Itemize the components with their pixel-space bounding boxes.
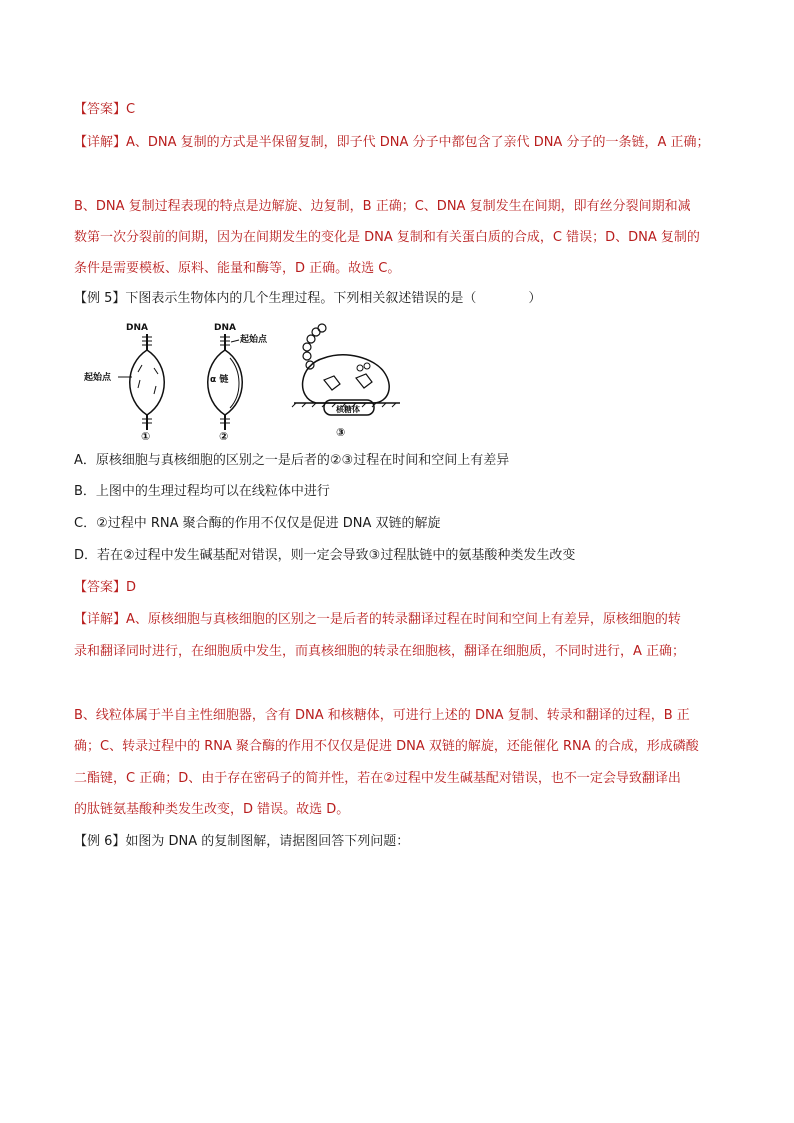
answer-tag: 【答案】	[74, 102, 127, 117]
detail-line-4: 条件是需要模板、原料、能量和酶等，D 正确。故选 C。	[74, 261, 401, 276]
figure-transcription	[208, 323, 268, 440]
detail2-line-2: 录和翻译同时进行，在细胞质中发生，而真核细胞的转录在细胞核，翻译在细胞质，不同时进行，A 正确；	[74, 644, 686, 659]
figure-num-2: ②	[219, 430, 229, 440]
answer-value: C	[126, 102, 136, 117]
detail-text: A、原核细胞与真核细胞的区别之一是后者的转录翻译过程在时间和空间上有差异，原核细胞的转	[126, 612, 681, 627]
figure-num-1: ①	[141, 430, 151, 440]
figure-translation	[292, 324, 400, 439]
option-b: B．上图中的生理过程均可以在线粒体中进行	[74, 484, 330, 499]
figure-replication	[84, 323, 164, 440]
option-d: D．若在②过程中发生碱基配对错误，则一定会导致③过程肽链中的氨基酸种类发生改变	[74, 548, 576, 563]
detail2-line-1	[74, 611, 681, 629]
figure-num-3: ③	[336, 426, 346, 439]
detail2-line-5: 二酯键，C 正确；D、由于存在密码子的简并性，若在②过程中发生碱基配对错误，也不一定会导致翻译出	[74, 771, 681, 786]
detail-line-3: 数第一次分裂前的间期，因为在间期发生的变化是 DNA 复制和有关蛋白质的合成，C 错误；D、DNA 复制的	[74, 230, 700, 245]
figure-label-dna-2: DNA	[214, 323, 236, 333]
answer-tag: 【答案】	[74, 580, 127, 595]
detail-line-1	[74, 134, 709, 152]
detail2-line-3: B、线粒体属于半自主性细胞器，含有 DNA 和核糖体，可进行上述的 DNA 复制、转录和翻译的过程，B 正	[74, 708, 690, 723]
example6-text: 如图为 DNA 的复制图解，请据图回答下列问题：	[125, 834, 410, 849]
example5-question	[74, 290, 541, 308]
detail-tag: 【详解】	[74, 135, 127, 150]
detail-text: A、DNA 复制的方式是半保留复制，即子代 DNA 分子中都包含了亲代 DNA 分子的一条链，A 正确；	[126, 135, 710, 150]
figure-label-origin-2: 起始点	[240, 335, 268, 345]
figure-label-alpha: α 链	[210, 375, 229, 385]
detail-tag: 【详解】	[74, 612, 127, 627]
detail2-line-4: 确；C、转录过程中的 RNA 聚合酶的作用不仅仅是促进 DNA 双链的解旋，还能催化 RNA 的合成，形成磷酸	[74, 739, 699, 754]
answer-line-2	[74, 579, 136, 597]
figure-label-origin-1: 起始点	[84, 373, 112, 383]
example6-tag: 【例 6】	[74, 834, 126, 849]
figure-label-ribosome: 核糖体	[336, 405, 360, 414]
example5-text: 下图表示生物体内的几个生理过程。下列相关叙述错误的是（ ）	[125, 291, 542, 306]
option-c: C．②过程中 RNA 聚合酶的作用不仅仅是促进 DNA 双链的解旋	[74, 516, 441, 531]
option-a: A．原核细胞与真核细胞的区别之一是后者的②③过程在时间和空间上有差异	[74, 453, 510, 468]
figure-label-dna-1: DNA	[126, 323, 148, 333]
answer-line-1	[74, 101, 135, 119]
biology-figure	[84, 320, 414, 440]
detail-line-2: B、DNA 复制过程表现的特点是边解旋、边复制，B 正确；C、DNA 复制发生在间期，即有丝分裂间期和减	[74, 199, 691, 214]
detail2-line-6: 的肽链氨基酸种类发生改变，D 错误。故选 D。	[74, 802, 350, 817]
example5-tag: 【例 5】	[74, 291, 126, 306]
answer-value: D	[126, 580, 137, 595]
example6-question	[74, 833, 409, 851]
